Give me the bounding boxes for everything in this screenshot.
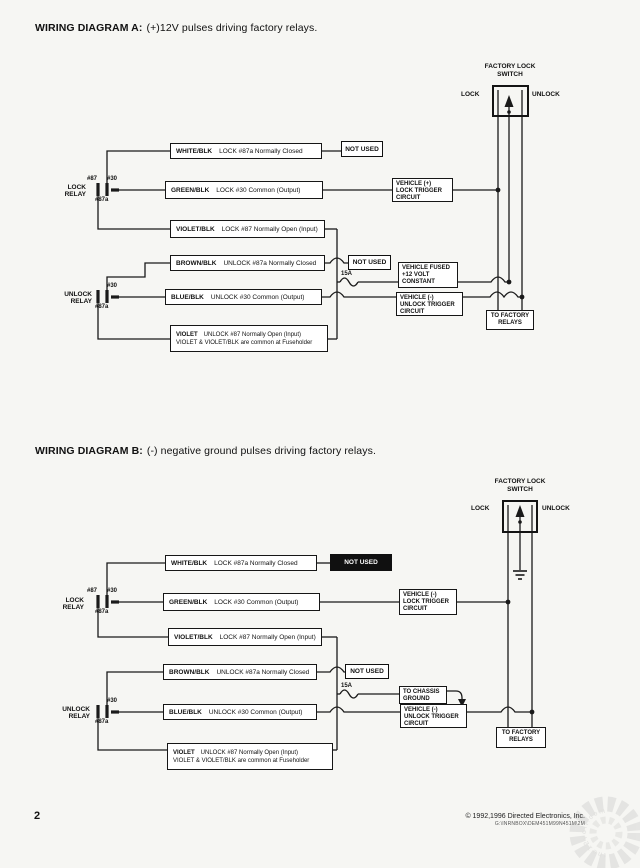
factory-lock-switch-label-a: FACTORY LOCK SWITCH: [484, 63, 536, 78]
switch-a-unlock-label: UNLOCK: [532, 91, 560, 98]
footer-credits: [465, 813, 585, 827]
lock-relay-label-b: LOCK RELAY: [62, 597, 84, 611]
pin-87-b-lock: #87: [87, 588, 98, 594]
not-used-box-a2: NOT USED: [348, 255, 391, 270]
to-factory-relays-box-b: TO FACTORY RELAYS: [496, 727, 546, 748]
wire-violet-a: VIOLET UNLOCK #87 Normally Open (Input) VIOLET & VIOLET/BLK are common at Fuseholder: [170, 325, 328, 352]
vehicle-lock-trigger-box-b: VEHICLE (-) LOCK TRIGGER CIRCUIT: [399, 589, 457, 615]
to-chassis-ground-box-b: TO CHASSIS GROUND: [399, 686, 447, 704]
wire-brown-blk-b: BROWN/BLK UNLOCK #87a Normally Closed: [163, 664, 317, 680]
not-used-box-a1: NOT USED: [341, 141, 383, 157]
not-used-box-b2: NOT USED: [345, 664, 389, 679]
not-used-box-b1: NOT USED: [330, 554, 392, 571]
pin-30-b-lock: #30: [107, 588, 118, 594]
pin-30-a-lock: #30: [107, 176, 118, 182]
vehicle-lock-trigger-box-a: VEHICLE (+) LOCK TRIGGER CIRCUIT: [392, 178, 453, 202]
switch-b-lock-label: LOCK: [471, 505, 490, 512]
wire-blue-blk-b: BLUE/BLK UNLOCK #30 Common (Output): [163, 704, 317, 720]
unlock-relay-label-b: UNLOCK RELAY: [62, 706, 90, 720]
vehicle-fused-12v-box-a: VEHICLE FUSED +12 VOLT CONSTANT: [398, 262, 458, 288]
switch-a-lock-label: LOCK: [461, 91, 480, 98]
factory-lock-switch-label-b: FACTORY LOCK SWITCH: [494, 478, 546, 493]
wire-white-blk-a: WHITE/BLK LOCK #87a Normally Closed: [170, 143, 322, 159]
wire-green-blk-a: GREEN/BLK LOCK #30 Common (Output): [165, 181, 323, 199]
fuse-rating-a: 15A: [341, 271, 353, 277]
page-number: 2: [34, 810, 41, 822]
watermark-logo: [577, 804, 635, 862]
wire-green-blk-b: GREEN/BLK LOCK #30 Common (Output): [163, 593, 320, 611]
pin-87a-a-lock: #87a: [95, 197, 109, 203]
copyright-text: © 1992,1996 Directed Electronics, Inc.: [465, 813, 585, 820]
vehicle-unlock-trigger-box-b: VEHICLE (-) UNLOCK TRIGGER CIRCUIT: [400, 704, 467, 728]
wire-violet-b: VIOLET UNLOCK #87 Normally Open (Input) VIOLET & VIOLET/BLK are common at Fuseholder: [167, 743, 333, 770]
diagram-a-title: [35, 22, 317, 34]
wire-brown-blk-a: BROWN/BLK UNLOCK #87a Normally Closed: [170, 255, 325, 271]
chassis-ground-icon: [513, 571, 527, 579]
pin-87a-a-unlock: #87a: [95, 304, 109, 310]
wire-blue-blk-a: BLUE/BLK UNLOCK #30 Common (Output): [165, 289, 322, 305]
lock-relay-label-a: LOCK RELAY: [64, 184, 86, 198]
wire-violet-blk-a: VIOLET/BLK LOCK #87 Normally Open (Input): [170, 220, 325, 238]
pin-87a-b-unlock: #87a: [95, 719, 109, 725]
file-reference-text: G:\INRNBOX\DEM451M99N451M\2M: [494, 821, 585, 827]
diagram-a-title-label: WIRING DIAGRAM A:: [35, 22, 143, 34]
wire-violet-blk-b: VIOLET/BLK LOCK #87 Normally Open (Input): [168, 628, 322, 646]
factory-lock-switch-a: [492, 85, 529, 117]
watermark-text: the12volt.com: [580, 807, 607, 859]
pin-30-a-unlock: #30: [107, 283, 118, 289]
diagram-a-title-text: (+)12V pulses driving factory relays.: [146, 22, 318, 34]
unlock-relay-label-a: UNLOCK RELAY: [64, 291, 92, 305]
to-factory-relays-box-a: TO FACTORY RELAYS: [486, 310, 534, 330]
factory-lock-switch-b: [502, 500, 538, 533]
fuse-rating-b: 15A: [341, 683, 353, 689]
wire-white-blk-b: WHITE/BLK LOCK #87a Normally Closed: [165, 555, 317, 571]
diagram-a-junction-dots: [496, 110, 525, 299]
pin-30-b-unlock: #30: [107, 698, 118, 704]
pin-87-a-lock: #87: [87, 176, 98, 182]
switch-b-unlock-label: UNLOCK: [542, 505, 570, 512]
vehicle-unlock-trigger-box-a: VEHICLE (-) UNLOCK TRIGGER CIRCUIT: [396, 292, 463, 316]
pin-87a-b-lock: #87a: [95, 609, 109, 615]
diagram-b-title-text: (-) negative ground pulses driving factory relays.: [146, 445, 376, 457]
diagram-b-title: [35, 445, 376, 457]
diagram-b-title-label: WIRING DIAGRAM B:: [35, 445, 143, 457]
